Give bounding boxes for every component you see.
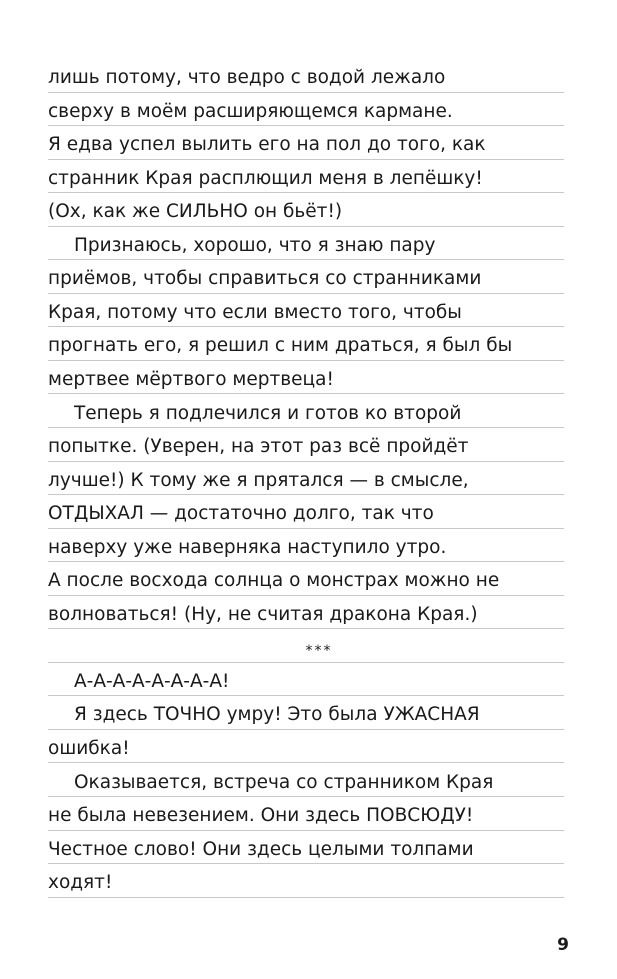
text-line [48,294,564,328]
text-line-content: прогнать его, я решил с ним драться, я был бы [48,335,513,357]
text-line-content: Я здесь ТОЧНО умру! Это была УЖАСНАЯ [74,704,480,726]
text-line [48,529,564,563]
page-number: 9 [557,935,569,955]
ruled-text-block [48,59,564,898]
text-line-content: попытке. (Уверен, на этот раз всё пройдёт [48,436,469,458]
text-line [48,831,564,865]
text-line [48,394,564,428]
text-line [48,160,564,194]
text-line [48,361,564,395]
text-line-content: ошибка! [48,737,130,759]
text-line [48,227,564,261]
text-line [48,93,564,127]
text-line-content: волноваться! (Ну, не считая дракона Края.) [48,603,478,625]
text-line [48,193,564,227]
text-line [48,462,564,496]
text-line-content: наверху уже наверняка наступило утро. [48,536,447,558]
text-line [48,327,564,361]
text-line-content: А после восхода солнца о монстрах можно не [48,570,500,592]
text-line-content: Признаюсь, хорошо, что я знаю пару [74,234,436,256]
text-line [48,797,564,831]
text-line-content: ходят! [48,872,113,894]
text-line-content: лишь потому, что ведро с водой лежало [48,67,446,89]
text-line [48,428,564,462]
text-line-content: лучше!) К тому же я прятался — в смысле, [48,469,469,491]
text-line [48,126,564,160]
text-line-content: Теперь я подлечился и готов ко второй [74,402,462,424]
text-line-content: Края, потому что если вместо того, чтобы [48,301,462,323]
text-line-content: приёмов, чтобы справиться со странниками [48,268,482,290]
text-line-content: странник Края расплющил меня в лепёшку! [48,167,483,189]
text-line-content: *** [305,642,333,659]
text-line-content: Оказывается, встреча со странником Края [74,771,494,793]
text-line [48,596,564,630]
text-line-content: не была невезением. Они здесь ПОВСЮДУ! [48,805,474,827]
text-line [48,730,564,764]
text-line-content: ОТДЫХАЛ — достаточно долго, так что [48,503,434,525]
text-line [48,696,564,730]
text-line-content: Я едва успел вылить его на пол до того, как [48,134,486,156]
text-line [48,562,564,596]
text-line [48,260,564,294]
text-line [48,59,564,93]
text-line-content: мертвее мёртвого мертвеца! [48,368,334,390]
text-line-content: сверху в моём расширяющемся кармане. [48,100,453,122]
text-line [48,663,564,697]
text-line-content: Честное слово! Они здесь целыми толпами [48,838,474,860]
text-line [48,495,564,529]
text-line [48,763,564,797]
text-line-content: А-А-А-А-А-А-А-А! [74,670,230,692]
section-separator [48,629,564,663]
text-line [48,864,564,898]
text-line-content: (Ох, как же СИЛЬНО он бьёт!) [48,201,343,223]
